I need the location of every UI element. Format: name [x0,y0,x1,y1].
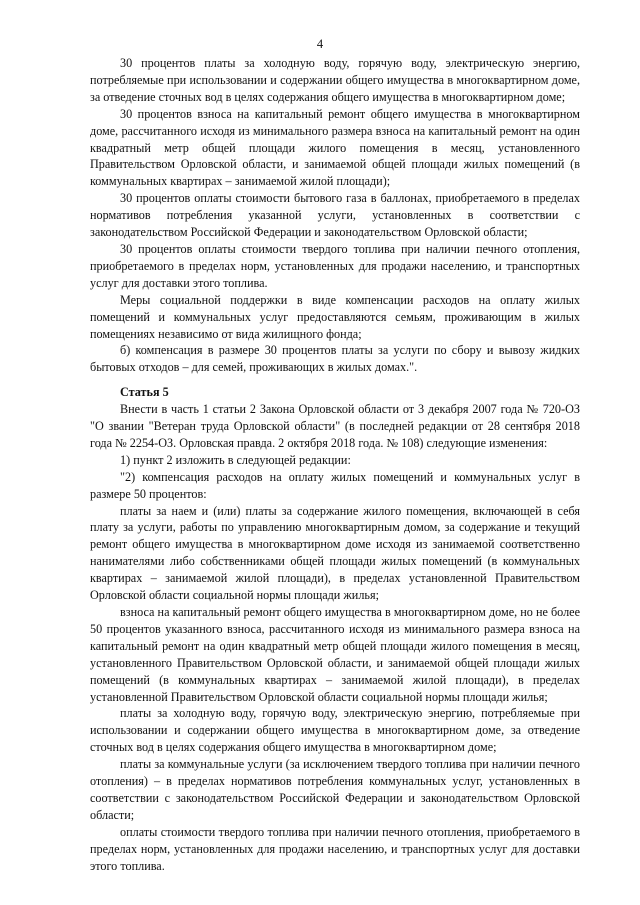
paragraph: б) компенсация в размере 30 процентов платы за услуги по сбору и вывозу жидких бытовых отходов – для семей, проживающих в жилых домах.". [90,343,580,375]
paragraph: 30 процентов оплаты стоимости бытового газа в баллонах, приобретаемого в пределах нормативов потребления указанной услуги, установленных в соответствии с законодательством Российской Федерации и законодательством Орловской области; [90,191,580,240]
article-paragraph: платы за наем и (или) платы за содержание жилого помещения, включающей в себя плату за услуги, работы по управлению многоквартирным домом, за содержание и текущий ремонт общего имущества в многоквартирном доме исходя из занимаемой соответственно нанимателями либо собственниками общей площади жилых помещений (в коммунальных квартирах – занимаемой жилой площади), в пределах установленной Правительством Орловской области социальной нормы площади жилья; [90,503,580,603]
paragraph: 30 процентов платы за холодную воду, горячую воду, электрическую энергию, потребляемые при использовании и содержании общего имущества в многоквартирном доме, за отведение сточных вод в целях содержания общего имущества в многоквартирном доме; [90,56,580,104]
page-number: 4 [316,37,324,51]
article-paragraph: 1) пункт 2 изложить в следующей редакции: [120,452,351,467]
article-paragraph: "2) компенсация расходов на оплату жилых помещений и коммунальных услуг в размере 50 процентов: [90,469,580,501]
article-heading: Статья 5 [120,385,169,400]
article-paragraph: оплаты стоимости твердого топлива при наличии печного отопления, приобретаемого в пределах норм, установленных для продажи населению, и транспортных услуг для доставки этого топлива. [90,824,580,873]
paragraph: 30 процентов оплаты стоимости твердого топлива при наличии печного отопления, приобретаемого в пределах норм, установленных для продажи населению, и транспортных услуг для доставки этого топлива. [90,241,580,290]
article-paragraph: Внести в часть 1 статьи 2 Закона Орловской области от 3 декабря 2007 года № 720-ОЗ "О звании "Ветеран труда Орловской области" (в последней редакции от 28 сентября 2018 года № 2254-ОЗ. Орловская правда. 2 октября 2018 года. № 108) следующие изменения: [90,402,580,450]
article-paragraph: взноса на капитальный ремонт общего имущества в многоквартирном доме, но не более 50 процентов указанного взноса, рассчитанного исходя из минимального размера взноса на капитальный ремонт на один квадратный метр общей площади жилого помещения в месяц, установленного Правительством Орловской области, и занимаемой общей площади жилых помещений (в коммунальных квартирах – занимаемой жилой площади), в пределах установленной Правительством Орловской области социальной нормы площади жилья; [90,605,580,704]
paragraph: 30 процентов взноса на капитальный ремонт общего имущества в многоквартирном доме, рассчитанного исходя из минимального размера взноса на капитальный ремонт на один квадратный метр общей площади жилого помещения в месяц, установленного Правительством Орловской области, и занимаемой общей площади жилых помещений (в коммунальных квартирах – занимаемой жилой площади); [90,106,580,189]
article-paragraph: платы за коммунальные услуги (за исключением твердого топлива при наличии печного отопления) – в пределах нормативов потребления коммунальных услуг, установленных в соответствии с законодательством Российской Федерации и законодательством Орловской области; [90,757,580,822]
article-paragraph: платы за холодную воду, горячую воду, электрическую энергию, потребляемые при использовании и содержании общего имущества в многоквартирном доме, за отведение сточных вод в целях содержания общего имущества в многоквартирном доме; [90,706,580,755]
paragraph: Меры социальной поддержки в виде компенсации расходов на оплату жилых помещений и коммунальных услуг предоставляются семьям, проживающим в жилых помещениях независимо от вида жилищного фонда; [90,292,580,341]
document-body [90,55,580,875]
